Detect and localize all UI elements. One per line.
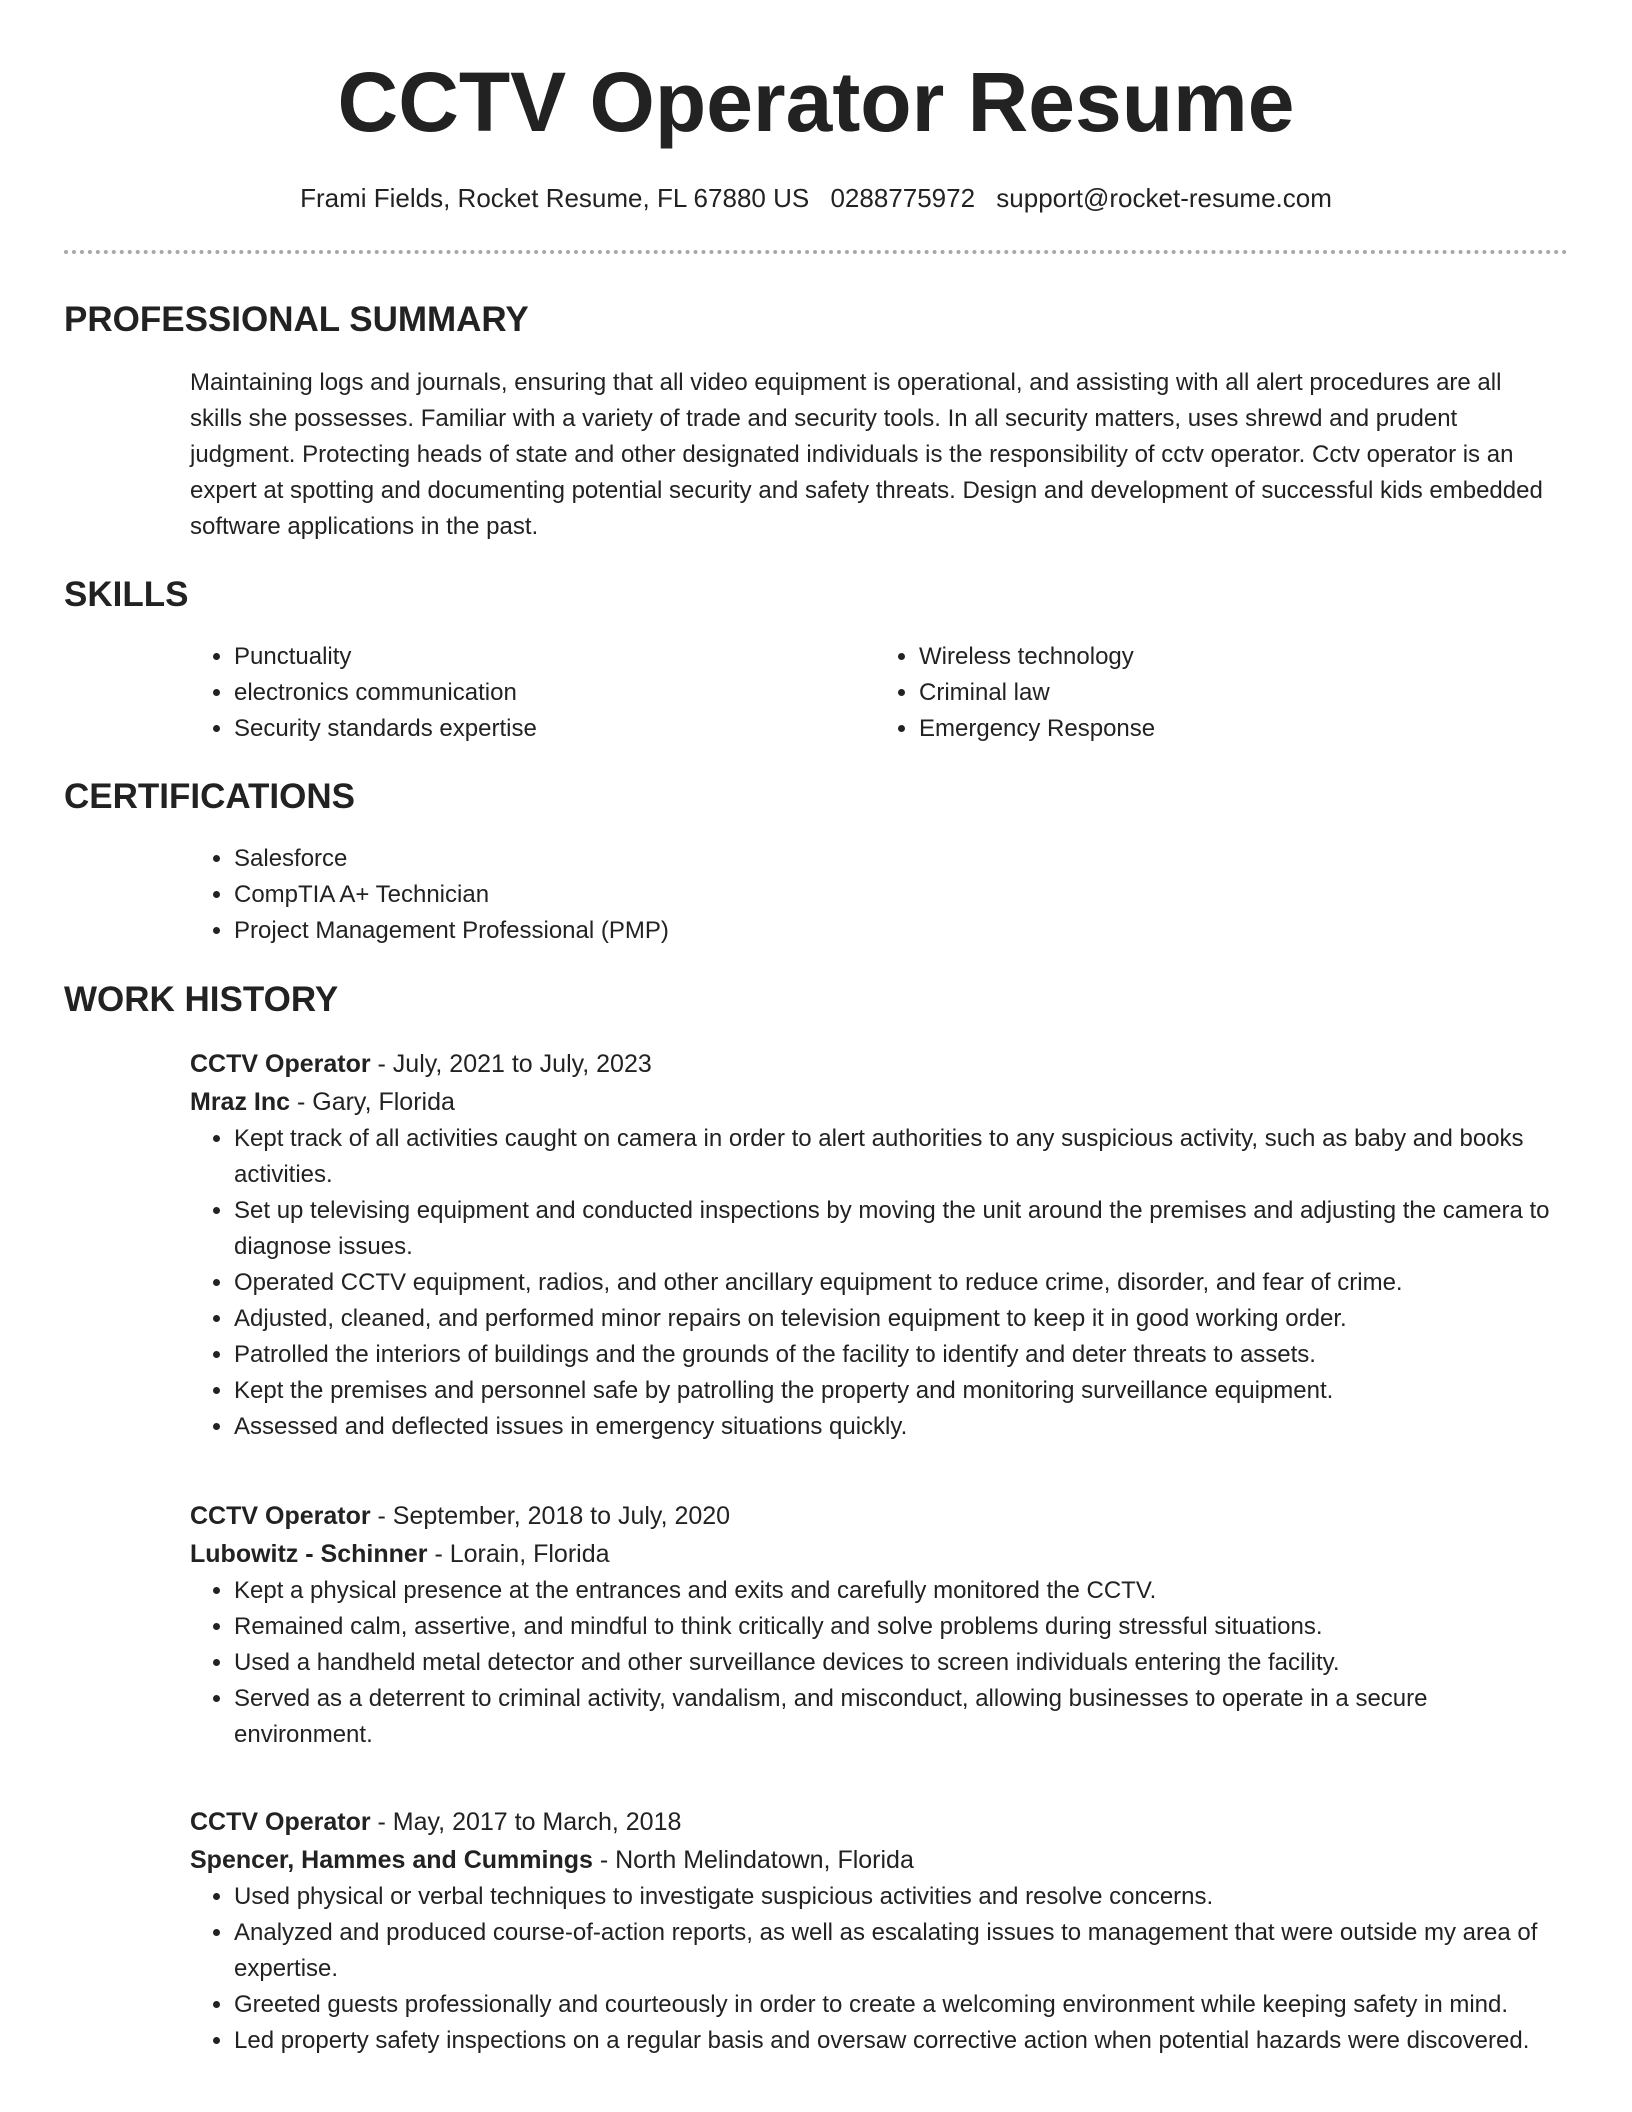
job-bullet: • Kept track of all activities caught on camera in order to alert authorities to any suspicious activity, such as baby and books activities. — [234, 1121, 1560, 1193]
skill-item: • Security standards expertise — [234, 711, 875, 747]
job-location: - North Melindatown, Florida — [592, 1846, 914, 1874]
job-entry — [190, 1803, 1560, 2059]
job-company: Spencer, Hammes and Cummings — [190, 1846, 593, 1874]
certification-item: • CompTIA A+ Technician — [234, 877, 1560, 913]
job-title: CCTV Operator — [190, 1808, 371, 1836]
job-bullet: • Led property safety inspections on a regular basis and oversaw corrective action when potential hazards were discovered. — [234, 2023, 1560, 2059]
job-company: Mraz Inc — [190, 1088, 291, 1116]
job-title-line — [190, 1045, 1560, 1083]
job-entry — [190, 1045, 1560, 1445]
job-bullet: • Analyzed and produced course-of-action reports, as well as escalating issues to management that were outside my area of expertise. — [234, 1915, 1560, 1987]
job-location: - Lorain, Florida — [427, 1540, 610, 1568]
certification-item: • Project Management Professional (PMP) — [234, 913, 1560, 949]
job-bullet: • Served as a deterrent to criminal activity, vandalism, and misconduct, allowing businesses to operate in a secure environment. — [234, 1681, 1560, 1753]
job-bullet: • Operated CCTV equipment, radios, and other ancillary equipment to reduce crime, disorder, and fear of crime. — [234, 1265, 1560, 1301]
contact-phone: 0288775972 — [830, 183, 976, 213]
summary-text: Maintaining logs and journals, ensuring that all video equipment is operational, and assisting with all alert procedures are all skills she possesses. Familiar with a variety of trade and security tools. In all security matters, uses shrewd and prudent judgment. Protecting heads of state and other designated individuals is the responsibility of cctv operator. Cctv operator is an expert at spotting and documenting potential security and safety threats. Design and development of successful kids embedded software applications in the past. — [190, 369, 1543, 540]
section-title-skills: SKILLS — [64, 575, 189, 614]
job-dates: - September, 2018 to July, 2020 — [370, 1502, 731, 1530]
job-location: - Gary, Florida — [290, 1088, 455, 1116]
skills-list-left — [190, 639, 875, 747]
job-bullet: • Greeted guests professionally and courteously in order to create a welcoming environment while keeping safety in mind. — [234, 1987, 1560, 2023]
skill-item: • Punctuality — [234, 639, 875, 675]
contact-line — [64, 180, 1568, 216]
job-bullet: • Assessed and deflected issues in emergency situations quickly. — [234, 1409, 1560, 1445]
job-bullet: • Set up televising equipment and conducted inspections by moving the unit around the premises and adjusting the camera to diagnose issues. — [234, 1193, 1560, 1265]
job-bullet: • Used physical or verbal techniques to investigate suspicious activities and resolve concerns. — [234, 1879, 1560, 1915]
skills-list-right — [875, 639, 1560, 747]
contact-email: support@rocket-resume.com — [996, 183, 1332, 213]
job-title-line — [190, 1497, 1560, 1535]
job-bullet-list — [190, 1573, 1560, 1753]
job-company-line — [190, 1083, 1560, 1121]
job-bullet: • Patrolled the interiors of buildings and the grounds of the facility to identify and deter threats to assets. — [234, 1337, 1560, 1373]
job-bullet: • Used a handheld metal detector and other surveillance devices to screen individuals entering the facility. — [234, 1645, 1560, 1681]
job-bullet-list — [190, 1879, 1560, 2059]
skill-item: • Criminal law — [919, 675, 1560, 711]
summary-block — [190, 365, 1560, 545]
skills-block — [190, 639, 1560, 747]
certifications-block — [190, 841, 1560, 949]
certification-item: • Salesforce — [234, 841, 1560, 877]
job-bullet: • Kept a physical presence at the entrances and exits and carefully monitored the CCTV. — [234, 1573, 1560, 1609]
job-title: CCTV Operator — [190, 1502, 371, 1530]
skill-item: • Wireless technology — [919, 639, 1560, 675]
skill-item: • Emergency Response — [919, 711, 1560, 747]
job-title: CCTV Operator — [190, 1050, 371, 1078]
contact-address: Frami Fields, Rocket Resume, FL 67880 US — [300, 183, 810, 213]
header-divider — [64, 250, 1568, 254]
job-dates: - May, 2017 to March, 2018 — [370, 1808, 682, 1836]
job-entry — [190, 1497, 1560, 1753]
job-title-line — [190, 1803, 1560, 1841]
job-bullet: • Adjusted, cleaned, and performed minor repairs on television equipment to keep it in good working order. — [234, 1301, 1560, 1337]
section-title-summary: PROFESSIONAL SUMMARY — [64, 300, 529, 339]
section-title-certifications: CERTIFICATIONS — [64, 777, 356, 816]
skill-item: • electronics communication — [234, 675, 875, 711]
job-company-line — [190, 1535, 1560, 1573]
job-bullet-list — [190, 1121, 1560, 1445]
job-dates: - July, 2021 to July, 2023 — [370, 1050, 652, 1078]
job-company-line — [190, 1841, 1560, 1879]
job-bullet: • Kept the premises and personnel safe by patrolling the property and monitoring surveillance equipment. — [234, 1373, 1560, 1409]
resume-title: CCTV Operator Resume — [337, 55, 1295, 149]
section-title-work-history: WORK HISTORY — [64, 980, 339, 1019]
job-bullet: • Remained calm, assertive, and mindful to think critically and solve problems during stressful situations. — [234, 1609, 1560, 1645]
certifications-list — [190, 841, 1560, 949]
job-company: Lubowitz - Schinner — [190, 1540, 428, 1568]
